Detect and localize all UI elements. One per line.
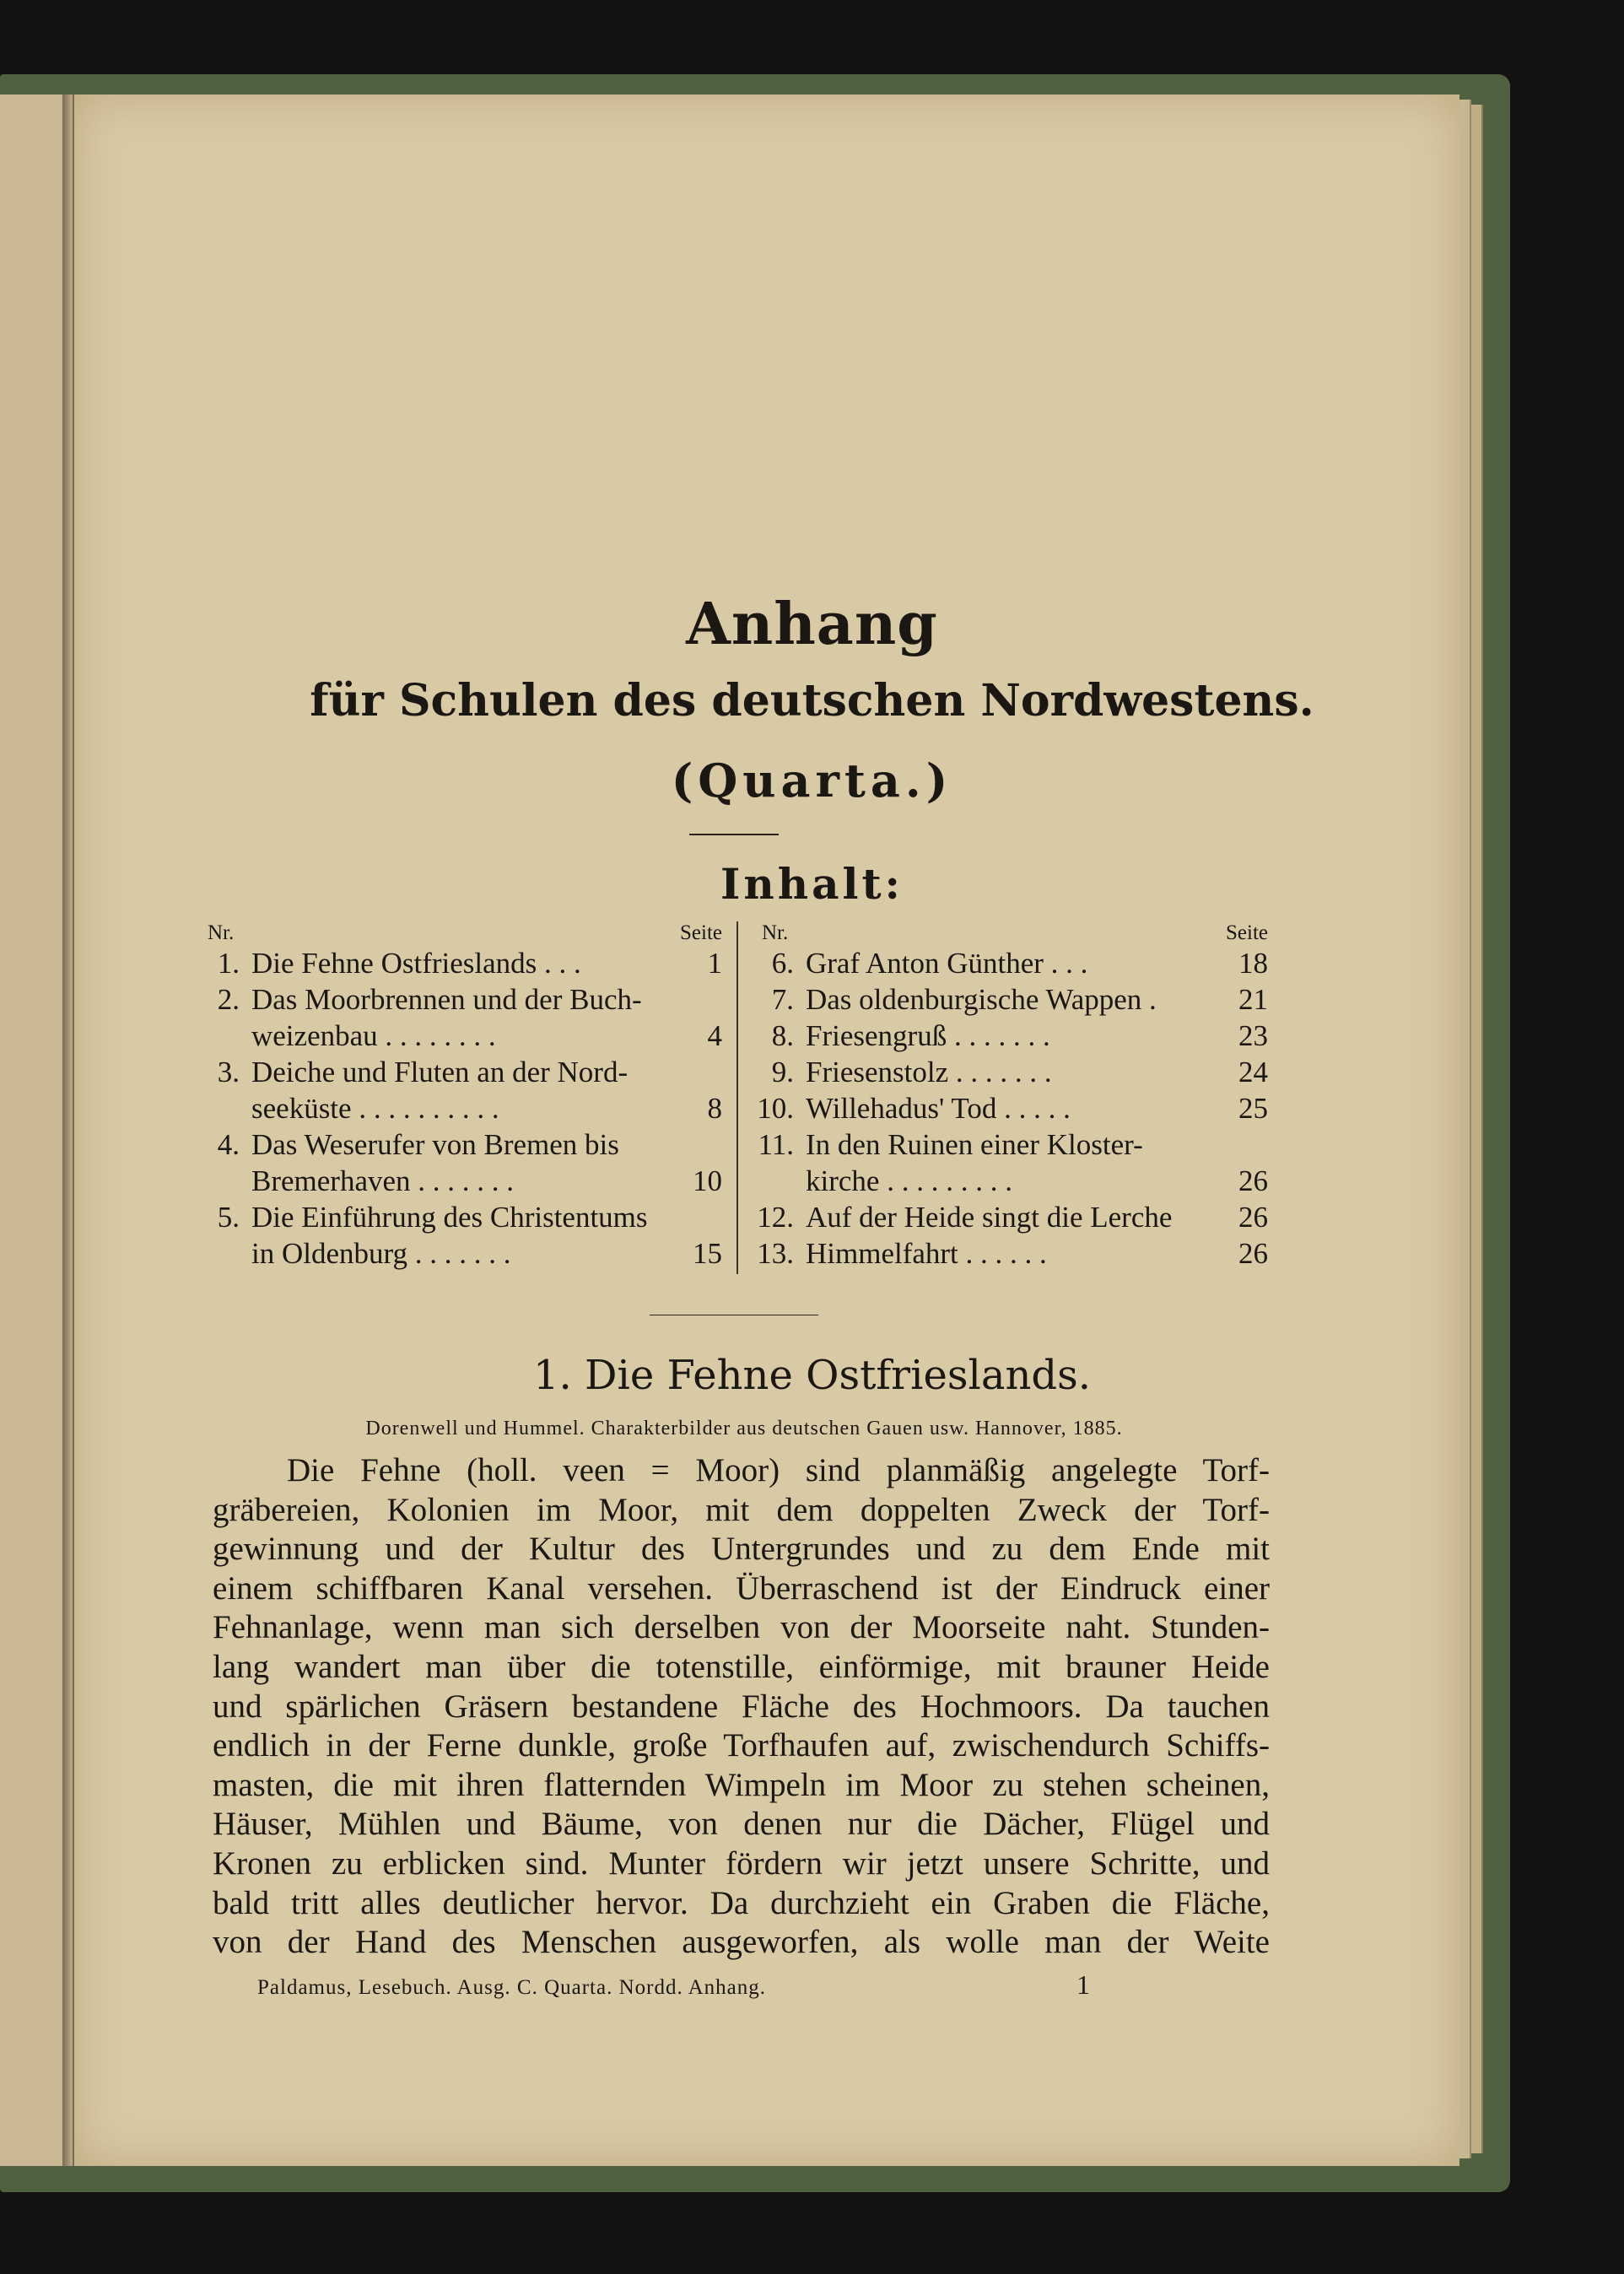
body-line: bald tritt alles deutlicher hervor. Da durchzieht ein Graben die Fläche, (213, 1884, 1270, 1921)
toc-entry-number: 12. (757, 1201, 794, 1234)
toc-entry (199, 1163, 722, 1199)
toc-entry-number: 8. (771, 1019, 794, 1052)
toc-entry (753, 1235, 1268, 1272)
body-line: einem schiffbaren Kanal versehen. Überraschend ist der Eindruck einer (213, 1569, 1270, 1607)
chapter-source: Dorenwell und Hummel. Charakterbilder aus deutschen Gauen usw. Hannover, 1885. (365, 1418, 1123, 1439)
toc-entry-title: Das Moorbrennen und der Buch- (251, 983, 642, 1016)
toc-entry-page: 8 (707, 1092, 722, 1125)
toc-right-column (753, 921, 1268, 1272)
toc-entry-number: 11. (758, 1128, 794, 1161)
toc-entry-title: Die Einführung des Christentums (251, 1201, 648, 1234)
toc-entry-page: 10 (693, 1164, 722, 1197)
toc-entry-page: 26 (1238, 1237, 1268, 1270)
toc-entry (753, 945, 1268, 981)
toc-entry (199, 1126, 722, 1163)
toc-entry-title: in Oldenburg . . . . . . . (251, 1237, 511, 1270)
body-line: Fehnanlage, wenn man sich derselben von der Moorseite naht. Stunden- (213, 1609, 1270, 1646)
toc-entry-number: 13. (757, 1237, 794, 1270)
toc-entry-page: 18 (1238, 947, 1268, 980)
body-line: von der Hand des Menschen ausgeworfen, als wolle man der Weite (213, 1924, 1270, 1961)
toc-entry-title: weizenbau . . . . . . . . (251, 1019, 496, 1052)
toc-entry (753, 981, 1268, 1018)
toc-entry-title: Himmelfahrt . . . . . . (806, 1237, 1047, 1270)
toc-entry-title: seeküste . . . . . . . . . . (251, 1092, 499, 1125)
body-line: endlich in der Ferne dunkle, große Torfhaufen auf, zwischendurch Schiffs- (213, 1727, 1270, 1764)
toc-entry-page: 24 (1238, 1056, 1268, 1088)
toc-entry (199, 1054, 722, 1090)
toc-entry (753, 1126, 1268, 1163)
toc-entry-title: kirche . . . . . . . . . (806, 1164, 1012, 1197)
toc-entry-number: 9. (771, 1056, 794, 1088)
gutter-shadow (62, 95, 74, 2166)
toc-entry-title: Friesengruß . . . . . . . (806, 1019, 1050, 1052)
toc-col-page: Seite (1226, 921, 1268, 944)
toc-entry-title: In den Ruinen einer Kloster- (806, 1128, 1143, 1161)
toc-entry-page: 26 (1238, 1201, 1268, 1234)
toc-entry-title: Das Weserufer von Bremen bis (251, 1128, 619, 1161)
toc-entry-page: 15 (693, 1237, 722, 1270)
toc-entry-number: 10. (757, 1092, 794, 1125)
toc-entry-title: Die Fehne Ostfrieslands . . . (251, 947, 581, 980)
appendix-title: Anhang (686, 591, 938, 658)
page-edge-stack-back (1471, 105, 1483, 2153)
toc-entry-title: Auf der Heide singt die Lerche (806, 1201, 1173, 1234)
toc-entry-number: 4. (217, 1128, 240, 1161)
body-line: gräbereien, Kolonien im Moor, mit dem doppelten Zweck der Torf- (213, 1491, 1270, 1528)
toc-entry-page: 1 (707, 947, 722, 980)
toc-header (199, 921, 722, 945)
body-line: lang wandert man über die totenstille, einförmige, mit brauner Heide (213, 1648, 1270, 1685)
contents-heading: Inhalt: (720, 859, 904, 909)
title-divider (689, 834, 779, 835)
toc-entry-page: 26 (1238, 1164, 1268, 1197)
toc-entry-page: 25 (1238, 1092, 1268, 1125)
chapter-body (213, 1451, 1270, 1963)
toc-entry-page: 21 (1238, 983, 1268, 1016)
toc-entry (199, 945, 722, 981)
toc-entry (753, 1054, 1268, 1090)
toc-col-page: Seite (680, 921, 722, 944)
toc-entry-title: Bremerhaven . . . . . . . (251, 1164, 515, 1197)
grade-label: (Quarta.) (671, 753, 953, 808)
toc-column-divider (736, 921, 738, 1274)
toc-entry-title: Graf Anton Günther . . . (806, 947, 1088, 980)
toc-entry-page: 23 (1238, 1019, 1268, 1052)
page-edge-stack (1458, 100, 1471, 2158)
toc-entry-number: 6. (771, 947, 794, 980)
body-line: Die Fehne (holl. veen = Moor) sind planmäßig angelegte Torf- (287, 1452, 1270, 1488)
toc-entry-title: Willehadus' Tod . . . . . (806, 1092, 1071, 1125)
toc-entry (199, 981, 722, 1018)
toc-entry (753, 1090, 1268, 1126)
toc-entry (753, 1163, 1268, 1199)
toc-entry-title: Das oldenburgische Wappen . (806, 983, 1157, 1016)
toc-entry (753, 1018, 1268, 1054)
body-line: masten, die mit ihren flatternden Wimpeln im Moor zu stehen scheinen, (213, 1766, 1270, 1803)
toc-entry (199, 1199, 722, 1235)
body-line: und spärlichen Gräsern bestandene Fläche des Hochmoors. Da tauchen (213, 1688, 1270, 1725)
body-line: gewinnung und der Kultur des Untergrundes und zu dem Ende mit (213, 1531, 1270, 1568)
footer-signature: Paldamus, Lesebuch. Ausg. C. Quarta. Nordd. Anhang. (257, 1976, 767, 1999)
chapter-title: 1. Die Fehne Ostfrieslands. (532, 1352, 1091, 1399)
toc-col-nr: Nr. (208, 921, 235, 944)
toc-entry-number: 1. (217, 947, 240, 980)
page-number: 1 (1076, 1969, 1090, 2000)
toc-entry (199, 1235, 722, 1272)
toc-left-column (199, 921, 722, 1272)
toc-header (753, 921, 1268, 945)
toc-entry-title: Friesenstolz . . . . . . . (806, 1056, 1052, 1088)
toc-entry-number: 3. (217, 1056, 240, 1088)
appendix-subtitle: für Schulen des deutschen Nordwestens. (310, 675, 1314, 726)
toc-entry-number: 7. (771, 983, 794, 1016)
toc-entry-title: Deiche und Fluten an der Nord- (251, 1056, 629, 1088)
toc-col-nr: Nr. (762, 921, 789, 944)
toc-entry (199, 1018, 722, 1054)
toc-entry (753, 1199, 1268, 1235)
toc-entry-number: 2. (217, 983, 240, 1016)
toc-entry-number: 5. (217, 1201, 240, 1234)
toc-entry-page: 4 (707, 1019, 722, 1052)
body-line: Häuser, Mühlen und Bäume, von denen nur die Dächer, Flügel und (213, 1806, 1270, 1843)
body-line: Kronen zu erblicken sind. Munter fördern wir jetzt unsere Schritte, und (213, 1845, 1270, 1882)
toc-entry (199, 1090, 722, 1126)
